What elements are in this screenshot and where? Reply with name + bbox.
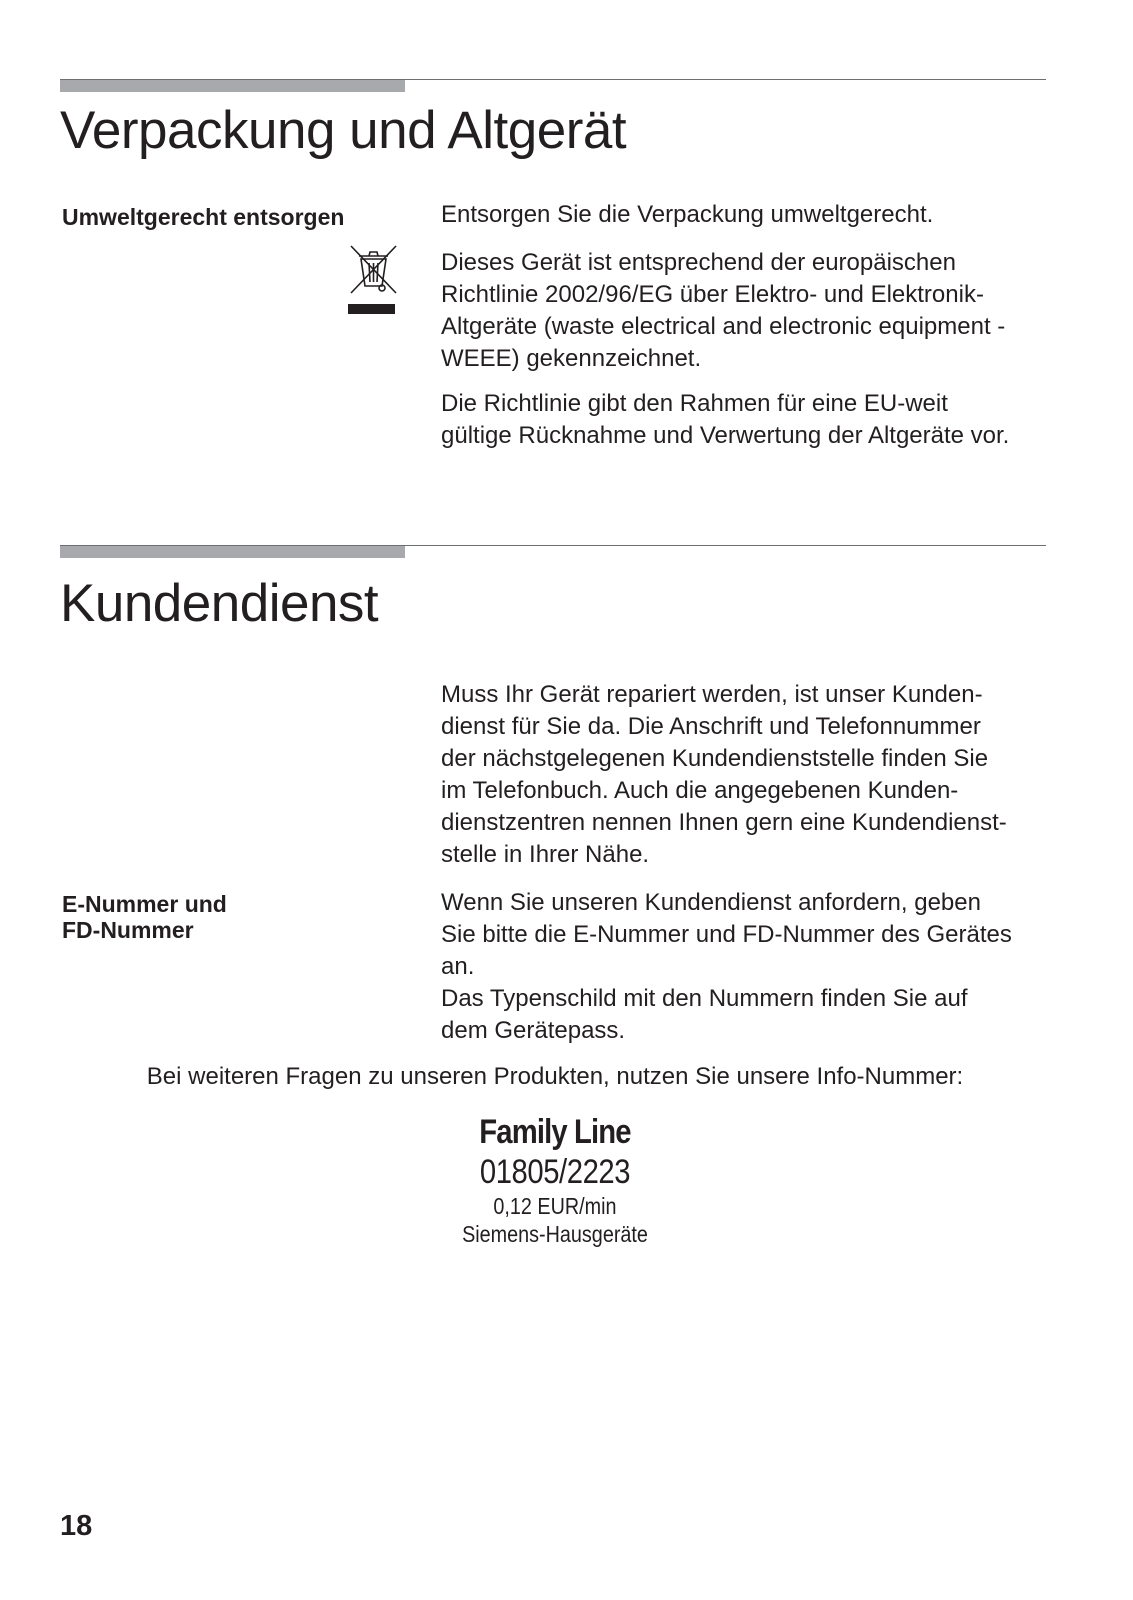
- info-number-text: Bei weiteren Fragen zu unseren Produkten, nutzen Sie unsere Info-Nummer:: [146, 1063, 964, 1090]
- paragraph-reparatur: Muss Ihr Gerät repariert werden, ist unser Kunden- dienst für Sie da. Die Anschrift und Telefonnummer der nächstgelegenen Kundendienststelle finden Sie im Telefonbuch. Auch die angegebenen Kunden- dienstzentren nennen Ihnen gern eine Kundendienst- stelle in Ihrer Nähe.: [441, 681, 1007, 868]
- weee-crossed-bin-icon: [348, 243, 400, 318]
- paragraph-richtlinie: Die Richtlinie gibt den Rahmen für eine EU-weit gültige Rücknahme und Verwertung der Altgeräte vor.: [441, 390, 1010, 449]
- side-label-line: FD-Nummer: [62, 917, 194, 943]
- paragraph-entsorgen: Entsorgen Sie die Verpackung umweltgerecht.: [441, 201, 934, 228]
- section-rule-accent: [60, 80, 405, 92]
- hotline-company: Siemens-Hausgeräte: [462, 1221, 648, 1247]
- section-rule-accent: [60, 546, 405, 558]
- paragraph-weee: Dieses Gerät ist entsprechend der europäischen Richtlinie 2002/96/EG über Elektro- und Elektronik- Altgeräte (waste electrical and electronic equipment - WEEE) gekennzeichnet.: [441, 249, 1006, 372]
- hotline-name: Family Line: [479, 1113, 631, 1151]
- side-label-line: E-Nummer und: [62, 891, 227, 917]
- side-label-e-nummer: [62, 891, 227, 943]
- hotline-number: 01805/2223: [479, 1153, 631, 1191]
- side-label-entsorgen: Umweltgerecht entsorgen: [62, 204, 345, 230]
- paragraph-e-nummer: Wenn Sie unseren Kundendienst anfordern, geben Sie bitte die E-Nummer und FD-Nummer des Gerätes an. Das Typenschild mit den Nummern finden Sie auf dem Gerätepass.: [441, 889, 1012, 1044]
- section-title-kundendienst: Kundendienst: [60, 574, 379, 633]
- page-number: 18: [60, 1510, 93, 1542]
- hotline-rate: 0,12 EUR/min: [493, 1193, 617, 1219]
- section-title-verpackung: Verpackung und Altgerät: [60, 101, 627, 160]
